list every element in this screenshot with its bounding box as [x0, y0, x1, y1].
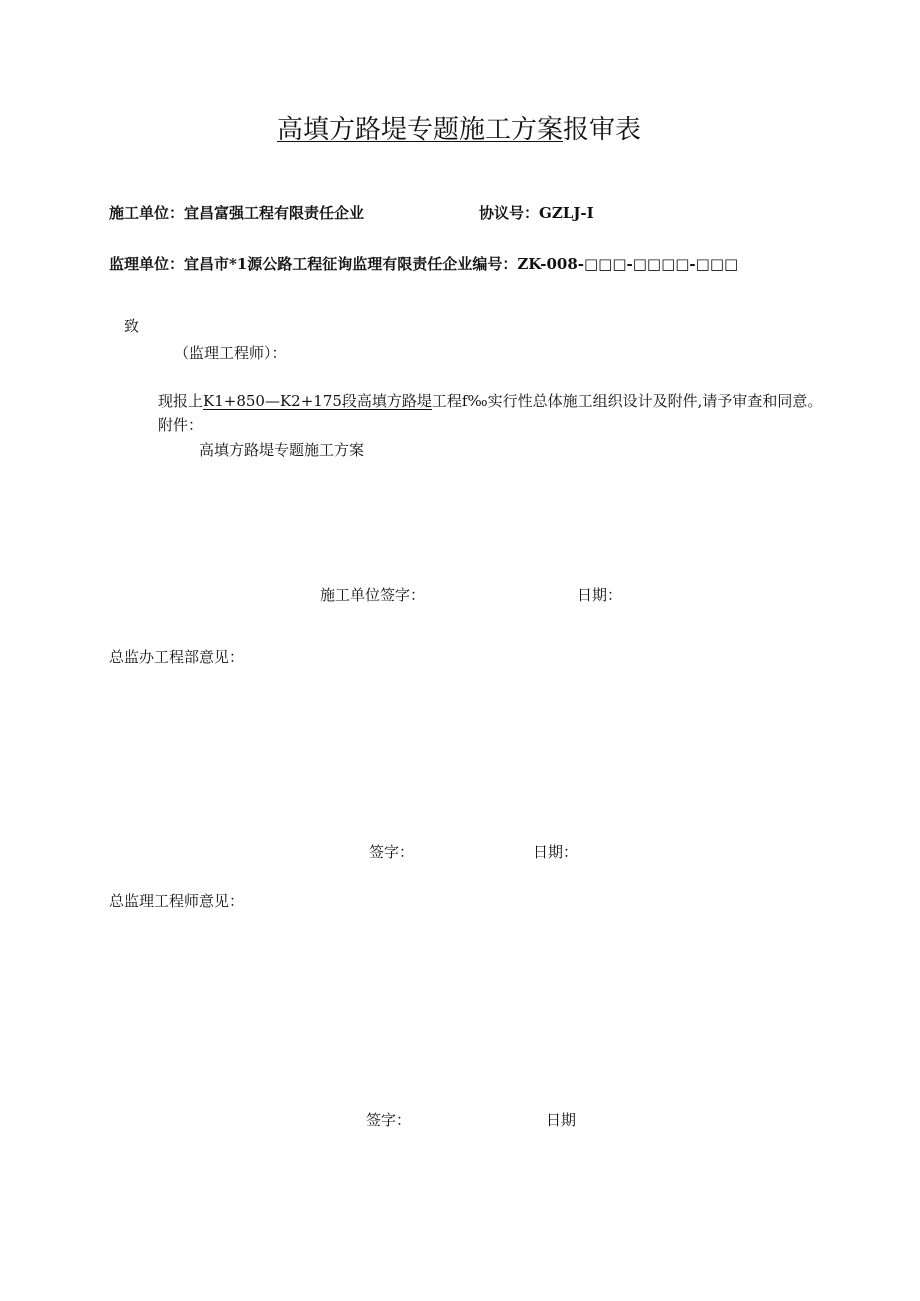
report-underlined: K1+850—K2+175段高填方路堤 — [203, 392, 432, 410]
supervisor-value: 宜昌市*1源公路工程征询监理有限责任企业 — [184, 255, 473, 273]
agreement-value: GZLJ-I — [539, 204, 594, 222]
office-date-label: 日期： — [533, 843, 579, 861]
title-underlined: 高填方路堤专题施工方案 — [277, 115, 564, 145]
report-suffix: 工程f‰实行性总体施工组织设计及附件,请予审查和同意。 — [431, 392, 823, 410]
report-line — [158, 394, 822, 409]
chief-sign-label: 签字： — [366, 1111, 412, 1129]
office-sign-label: 签字： — [369, 843, 415, 861]
recipient-line: （监理工程师）： — [174, 344, 287, 362]
chief-opinion-label: 总监理工程师意见： — [109, 892, 245, 910]
number-label: 编号： — [472, 255, 518, 273]
agreement-label: 协议号： — [479, 204, 540, 222]
to-label: 致 — [124, 317, 140, 335]
office-opinion-label: 总监办工程部意见： — [109, 648, 245, 666]
number-value: ZK-008-□□□-□□□□-□□□ — [517, 255, 739, 273]
supervisor-row — [109, 257, 738, 272]
title-rest: 报审表 — [563, 115, 642, 145]
chief-date-label: 日期 — [546, 1111, 577, 1129]
agreement-row — [479, 206, 594, 221]
contractor-date-label: 日期： — [577, 586, 623, 604]
supervisor-label: 监理单位： — [109, 255, 185, 273]
contractor-sign-label: 施工单位签字： — [320, 586, 426, 604]
contractor-value: 宜昌富强工程有限责任企业 — [184, 204, 365, 222]
contractor-row — [109, 206, 364, 221]
report-prefix: 现报上 — [158, 392, 204, 410]
attachment-label: 附件： — [158, 416, 204, 434]
document-title — [277, 117, 641, 143]
attachment-item: 高填方路堤专题施工方案 — [199, 441, 365, 459]
contractor-label: 施工单位： — [109, 204, 185, 222]
